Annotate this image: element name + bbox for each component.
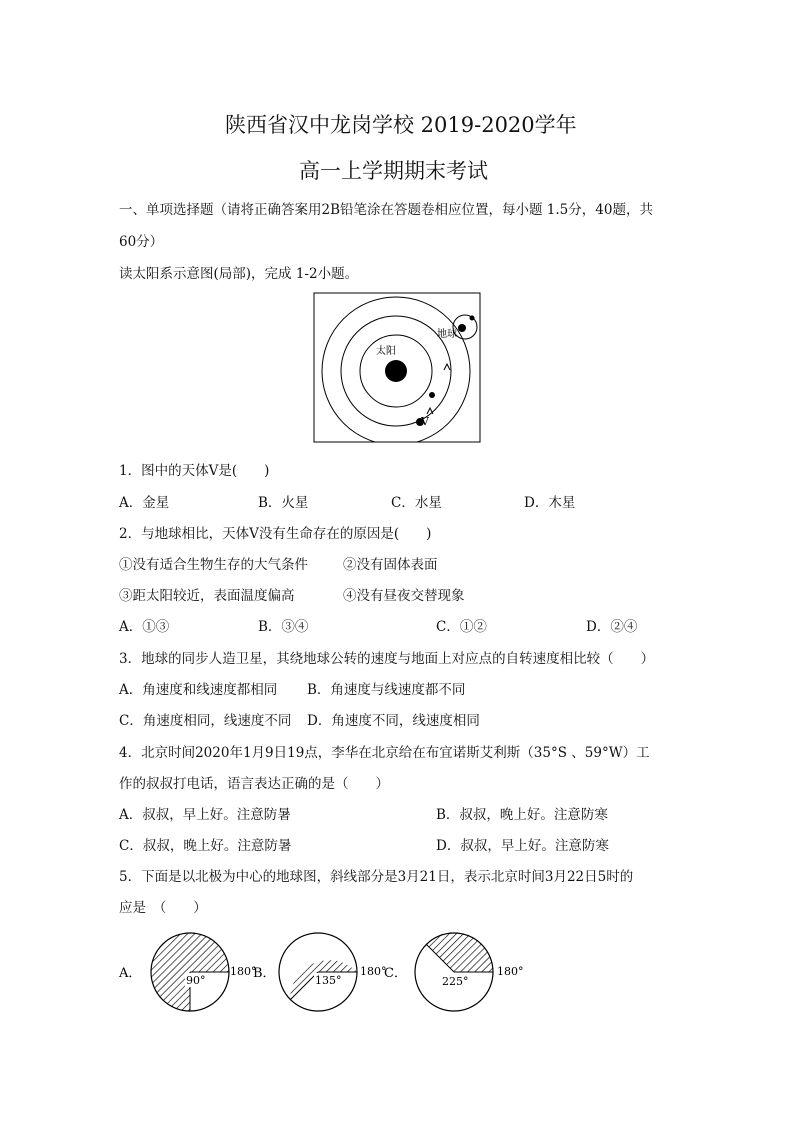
q1-option-b: B．火星 xyxy=(258,495,309,511)
q2-item-2: ②没有固体表面 xyxy=(343,557,438,573)
q1-option-a: A．金星 xyxy=(119,495,170,511)
q3-stem: 3．地球的同步人造卫星，其绕地球公转的速度与地面上对应点的自转速度相比较（ ） xyxy=(119,651,655,667)
q3-option-d: D．角速度不同，线速度相同 xyxy=(307,713,480,729)
section-heading-cont: 60分） xyxy=(119,234,164,250)
q5-c-night-sector xyxy=(426,932,493,972)
q4-stem: 4．北京时间2020年1月9日19点，李华在北京给在布宜诺斯艾利斯（35°S 、59°W）工 xyxy=(119,745,650,761)
q5-a-edge: 180° xyxy=(230,965,257,978)
q5-c-angle: 225° xyxy=(442,975,469,988)
page-title: 陕西省汉中龙岗学校 2019-2020学年 xyxy=(225,113,577,137)
q1-option-d: D．木星 xyxy=(524,495,576,511)
q2-option-b: B．③④ xyxy=(258,619,309,635)
earth-label: 地球 xyxy=(437,329,457,340)
sun-label: 太阳 xyxy=(376,346,396,357)
moon xyxy=(470,316,475,321)
q2-option-a: A．①③ xyxy=(119,619,170,635)
q4-option-c: C．叔叔，晚上好。注意防暑 xyxy=(119,838,292,854)
q3-option-a: A．角速度和线速度都相同 xyxy=(119,682,278,698)
q5-figure-c xyxy=(415,932,524,1011)
q5-c-edge: 180° xyxy=(497,965,524,978)
q2-option-d: D．②④ xyxy=(586,619,638,635)
inner-planet xyxy=(429,392,435,398)
q5-a-angle: 90° xyxy=(186,974,206,987)
figure-intro: 读太阳系示意图(局部)，完成 1-2小题。 xyxy=(119,266,359,282)
q4-stem-cont: 作的叔叔打电话，语言表达正确的是（ ） xyxy=(119,776,389,792)
q3-option-c: C．角速度相同，线速度不同 xyxy=(119,713,292,729)
earth xyxy=(458,324,466,332)
q5-option-a-label: A． xyxy=(119,966,142,981)
sun xyxy=(385,360,407,382)
q5-b-edge: 180° xyxy=(360,965,387,978)
q5-option-c-label: C． xyxy=(384,966,407,981)
q2-item-3: ③距太阳较近，表面温度偏高 xyxy=(119,588,295,604)
solar-system-diagram xyxy=(313,292,481,443)
page-subtitle: 高一上学期期末考试 xyxy=(299,159,488,183)
q4-option-d: D．叔叔，早上好。注意防寒 xyxy=(436,838,609,854)
q5-figures xyxy=(114,922,534,1022)
q4-option-b: B．叔叔，晚上好。注意防寒 xyxy=(436,807,608,823)
section-heading: 一、单项选择题（请将正确答案用2B铅笔涂在答题卷相应位置，每小题 1.5分，40题，共 xyxy=(119,202,653,218)
q3-option-b: B．角速度与线速度都不同 xyxy=(307,682,466,698)
q5-figure-a xyxy=(151,933,257,1011)
q5-figure-b xyxy=(279,933,387,1011)
q5-option-b-label: B． xyxy=(253,966,276,981)
q5-b-angle: 135° xyxy=(315,974,342,987)
q4-option-a: A．叔叔，早上好。注意防暑 xyxy=(119,807,291,823)
q1-stem: 1．图中的天体Ⅴ是( ) xyxy=(119,463,270,479)
q2-option-c: C．①② xyxy=(436,619,487,635)
q2-stem: 2．与地球相比，天体Ⅴ没有生命存在的原因是( ) xyxy=(119,526,432,542)
q5-stem-cont: 应是 （ ） xyxy=(119,900,207,916)
q2-item-4: ④没有昼夜交替现象 xyxy=(343,588,465,604)
q5-stem: 5．下面是以北极为中心的地球图，斜线部分是3月21日，表示北京时间3月22日5时的 xyxy=(119,869,634,885)
q1-option-c: C．水星 xyxy=(391,495,442,511)
planet-v-label: V xyxy=(421,415,429,428)
q2-item-1: ①没有适合生物生存的大气条件 xyxy=(119,557,308,573)
